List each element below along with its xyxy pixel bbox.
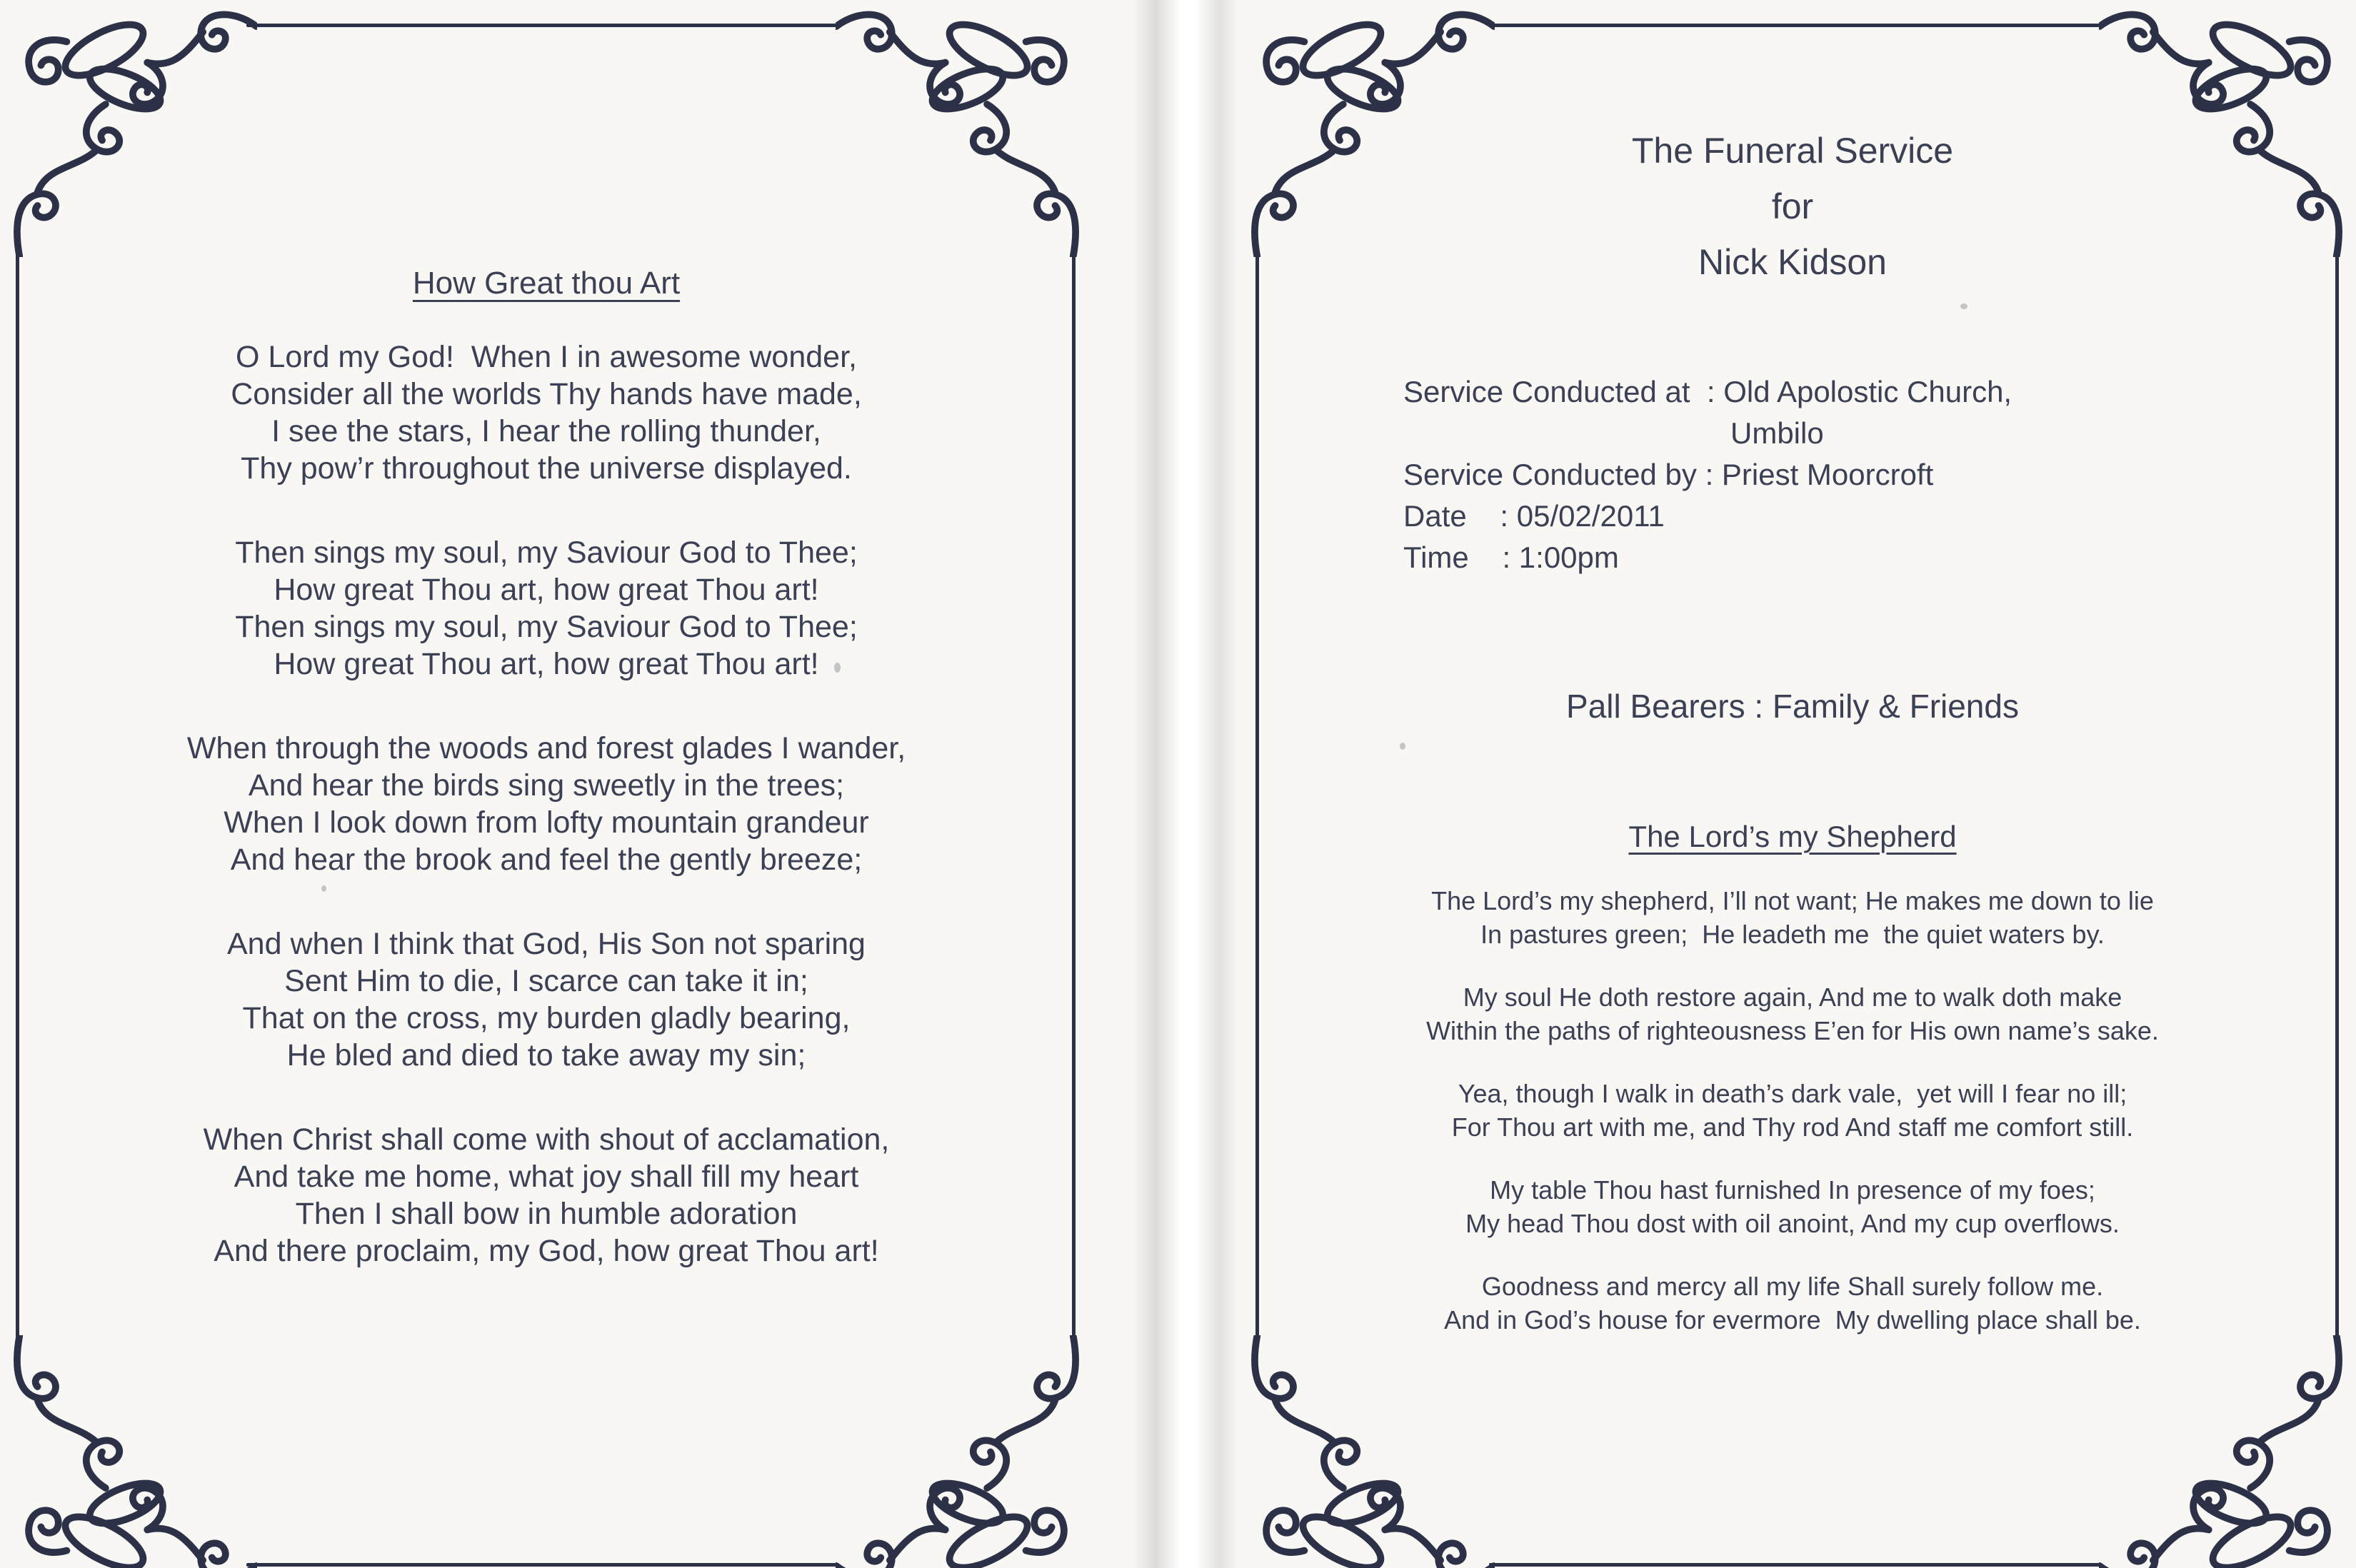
hymn-line: Sent Him to die, I scarce can take it in; bbox=[284, 964, 808, 998]
hymn-line: Then I shall bow in humble adoration bbox=[295, 1197, 798, 1231]
scan-speck bbox=[1960, 303, 1967, 309]
psalm-couplet bbox=[1257, 884, 2328, 951]
service-detail-row: Service Conducted at : Old Apolostic Church, bbox=[1403, 375, 2012, 408]
psalm-line: And in God’s house for evermore My dwelling place shall be. bbox=[1444, 1305, 2141, 1335]
pall-bearers-wrap bbox=[1257, 687, 2328, 725]
hymn-line: And there proclaim, my God, how great Thou art! bbox=[214, 1234, 879, 1268]
psalm-line: For Thou art with me, and Thy rod And staff me comfort still. bbox=[1451, 1112, 2134, 1142]
psalm-line: Within the paths of righteousness E’en for His own name’s sake. bbox=[1426, 1016, 2159, 1045]
hymn-line: That on the cross, my burden gladly bearing, bbox=[242, 1001, 851, 1035]
left-page-border-left bbox=[16, 248, 19, 1340]
hymn-stanza bbox=[21, 534, 1071, 683]
hymn-title-wrap bbox=[21, 266, 1071, 301]
hymn-line: And hear the brook and feel the gently breeze; bbox=[230, 843, 863, 877]
hymn-title: How Great thou Art bbox=[412, 266, 681, 301]
right-page-border-right bbox=[2335, 248, 2339, 1340]
corner-flourish-icon bbox=[2099, 1335, 2356, 1568]
hymn-stanza bbox=[21, 925, 1071, 1074]
service-details bbox=[1403, 371, 2012, 578]
hymn-stanza bbox=[21, 730, 1071, 878]
corner-flourish-icon bbox=[0, 0, 257, 257]
psalm-line: My soul He doth restore again, And me to walk doth make bbox=[1463, 982, 2122, 1012]
psalm-couplet bbox=[1257, 1077, 2328, 1144]
hymn-line: Then sings my soul, my Saviour God to Thee; bbox=[235, 536, 858, 570]
right-page-border-bottom bbox=[1489, 1563, 2100, 1567]
corner-flourish-icon bbox=[836, 1335, 1093, 1568]
left-page-border-top bbox=[246, 24, 836, 27]
hymn-line: How great Thou art, how great Thou art! bbox=[274, 647, 819, 681]
psalm-couplet bbox=[1257, 1270, 2328, 1337]
service-header-line: The Funeral Service bbox=[1631, 131, 1954, 171]
psalm-line: Yea, though I walk in death’s dark vale, yet will I fear no ill; bbox=[1458, 1079, 2127, 1108]
psalm-line: Goodness and mercy all my life Shall surely follow me. bbox=[1481, 1272, 2104, 1301]
hymn-line: When I look down from lofty mountain grandeur bbox=[224, 805, 869, 840]
psalm-couplet bbox=[1257, 980, 2328, 1047]
page-gutter-crease bbox=[1132, 0, 1239, 1568]
hymn-line: And take me home, what joy shall fill my heart bbox=[234, 1160, 859, 1194]
hymn-line: He bled and died to take away my sin; bbox=[286, 1038, 806, 1072]
service-detail-row: Date : 05/02/2011 bbox=[1403, 499, 1665, 533]
right-page-border-top bbox=[1489, 24, 2100, 27]
service-detail-row: Time : 1:00pm bbox=[1403, 541, 1619, 574]
hymn-line: How great Thou art, how great Thou art! bbox=[274, 573, 819, 607]
psalm-title-wrap bbox=[1257, 820, 2328, 854]
psalm-line: In pastures green; He leadeth me the quiet waters by. bbox=[1480, 920, 2105, 949]
psalm-body bbox=[1257, 884, 2328, 1366]
service-header-line: Nick Kidson bbox=[1698, 242, 1887, 282]
hymn-line: When through the woods and forest glades I wander, bbox=[186, 731, 906, 765]
hymn-line: Consider all the worlds Thy hands have made, bbox=[231, 377, 862, 411]
corner-flourish-icon bbox=[1238, 1335, 1495, 1568]
left-page-border-right bbox=[1072, 248, 1076, 1340]
psalm-title: The Lord’s my Shepherd bbox=[1628, 820, 1957, 853]
hymn-line: Then sings my soul, my Saviour God to Thee; bbox=[235, 610, 858, 644]
corner-flourish-icon bbox=[0, 1335, 257, 1568]
hymn-stanza bbox=[21, 338, 1071, 487]
hymn-line: When Christ shall come with shout of acclamation, bbox=[203, 1122, 890, 1157]
psalm-couplet bbox=[1257, 1173, 2328, 1240]
hymn-line: Thy pow’r throughout the universe displayed. bbox=[241, 451, 852, 486]
service-header bbox=[1257, 123, 2328, 290]
hymn-line: And hear the birds sing sweetly in the trees; bbox=[248, 768, 845, 803]
hymn-stanza bbox=[21, 1121, 1071, 1270]
service-detail-row: Umbilo bbox=[1730, 416, 1824, 450]
hymn-line: I see the stars, I hear the rolling thunder, bbox=[271, 414, 821, 448]
corner-flourish-icon bbox=[836, 0, 1093, 257]
psalm-line: The Lord’s my shepherd, I’ll not want; He makes me down to lie bbox=[1431, 886, 2154, 915]
hymn-line: And when I think that God, His Son not sparing bbox=[227, 927, 866, 961]
scan-speck bbox=[834, 663, 841, 673]
service-header-line: for bbox=[1771, 186, 1814, 226]
psalm-line: My table Thou hast furnished In presence of my foes; bbox=[1490, 1175, 2095, 1205]
hymn-line: O Lord my God! When I in awesome wonder, bbox=[236, 340, 857, 374]
left-page-border-bottom bbox=[246, 1563, 836, 1567]
psalm-line: My head Thou dost with oil anoint, And my cup overflows. bbox=[1465, 1209, 2120, 1238]
scan-speck bbox=[1400, 743, 1405, 750]
pall-bearers: Pall Bearers : Family & Friends bbox=[1566, 688, 2019, 725]
service-detail-row: Service Conducted by : Priest Moorcroft bbox=[1403, 458, 1934, 491]
hymn-body bbox=[21, 338, 1071, 1317]
scan-speck bbox=[321, 885, 326, 892]
